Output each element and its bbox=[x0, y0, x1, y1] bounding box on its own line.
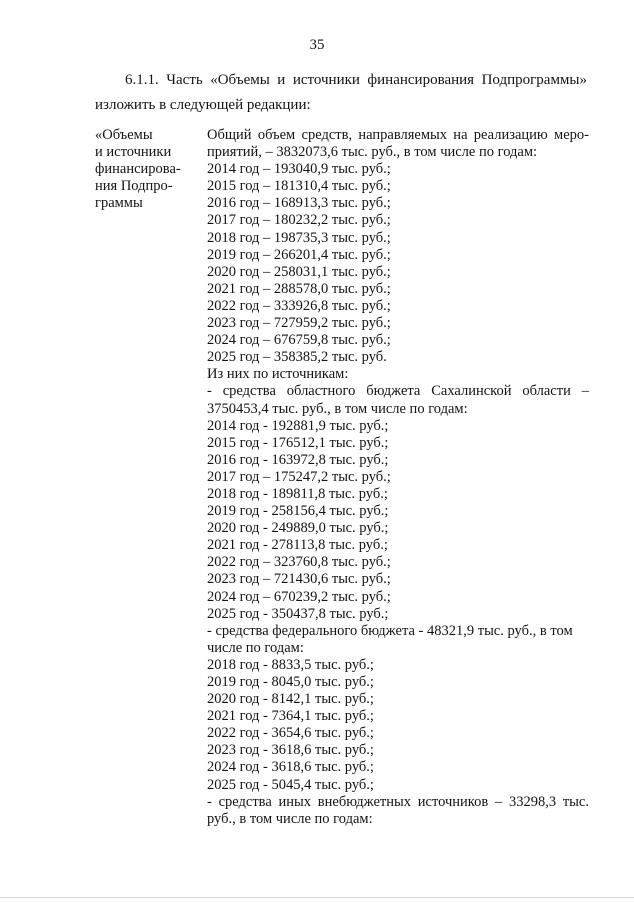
funding-label-column bbox=[95, 127, 200, 212]
federal-year-line: 2024 год - 3618,6 тыс. руб.; bbox=[207, 759, 374, 776]
regional-year-line: 2021 год - 278113,8 тыс. руб.; bbox=[207, 537, 388, 554]
regional-year-line: 2014 год - 192881,9 тыс. руб.; bbox=[207, 417, 389, 434]
federal-year-line: 2021 год - 7364,1 тыс. руб.; bbox=[207, 708, 374, 725]
year-total-line: 2022 год – 333926,8 тыс. руб.; bbox=[207, 297, 391, 314]
regional-year-line: 2022 год – 323760,8 тыс. руб.; bbox=[207, 554, 391, 571]
year-total-line: 2021 год – 288578,0 тыс. руб.; bbox=[207, 280, 391, 297]
regional-year-line: 2017 год – 175247,2 тыс. руб.; bbox=[207, 468, 391, 485]
year-total-line: 2023 год – 727959,2 тыс. руб.; bbox=[207, 315, 391, 332]
year-total-line: 2017 год – 180232,2 тыс. руб.; bbox=[207, 212, 391, 229]
funding-label-line: «Объемы bbox=[95, 127, 153, 143]
regional-year-line: 2019 год - 258156,4 тыс. руб.; bbox=[207, 503, 389, 520]
federal-year-line: 2023 год - 3618,6 тыс. руб.; bbox=[207, 742, 374, 759]
federal-budget-line: - средства федерального бюджета - 48321,9 тыс. руб., в том bbox=[207, 622, 573, 639]
federal-budget-line: числе по годам: bbox=[207, 639, 304, 656]
year-total-line: 2015 год – 181310,4 тыс. руб.; bbox=[207, 178, 391, 195]
funding-label-line: финансирова- bbox=[95, 161, 181, 178]
regional-year-line: 2023 год – 721430,6 тыс. руб.; bbox=[207, 571, 391, 588]
year-total-line: 2025 год – 358385,2 тыс. руб. bbox=[207, 349, 387, 366]
federal-year-line: 2019 год - 8045,0 тыс. руб.; bbox=[207, 674, 374, 690]
regional-year-line: 2020 год - 249889,0 тыс. руб.; bbox=[207, 520, 389, 537]
regional-year-line: 2025 год - 350437,8 тыс. руб.; bbox=[207, 605, 389, 622]
regional-year-line: 2018 год - 189811,8 тыс. руб.; bbox=[207, 485, 388, 502]
funding-details-column bbox=[207, 127, 589, 828]
federal-year-line: 2020 год - 8142,1 тыс. руб.; bbox=[207, 691, 374, 708]
year-total-line: 2014 год – 193040,9 тыс. руб.; bbox=[207, 161, 391, 178]
federal-year-line: 2018 год - 8833,5 тыс. руб.; bbox=[207, 656, 374, 673]
regional-budget-line: - средства областного бюджета Сахалинской области – bbox=[207, 383, 589, 400]
extrabudgetary-line: руб., в том числе по годам: bbox=[207, 810, 373, 827]
funding-label-line: и источники bbox=[95, 144, 172, 161]
federal-year-line: 2025 год - 5045,4 тыс. руб.; bbox=[207, 776, 374, 793]
regional-year-line: 2016 год - 163972,8 тыс. руб.; bbox=[207, 451, 389, 468]
year-total-line: 2016 год – 168913,3 тыс. руб.; bbox=[207, 195, 391, 212]
year-total-line: 2018 год – 198735,3 тыс. руб.; bbox=[207, 229, 391, 246]
total-funding-line: приятий, – 3832073,6 тыс. руб., в том числе по годам: bbox=[207, 144, 538, 161]
page-bottom-edge bbox=[0, 897, 634, 898]
year-total-line: 2019 год – 266201,4 тыс. руб.; bbox=[207, 246, 391, 263]
regional-year-line: 2015 год - 176512,1 тыс. руб.; bbox=[207, 434, 389, 451]
year-total-line: 2024 год – 676759,8 тыс. руб.; bbox=[207, 332, 391, 349]
funding-label-line: граммы bbox=[95, 195, 143, 212]
total-funding-line: Общий объем средств, направляемых на реализацию меро- bbox=[207, 127, 589, 143]
funding-label-line: ния Подпро- bbox=[95, 178, 173, 195]
sources-heading: Из них по источникам: bbox=[207, 366, 349, 383]
page-number: 35 bbox=[309, 37, 325, 53]
intro-paragraph-line-2: изложить в следующей редакции: bbox=[95, 97, 311, 113]
intro-paragraph-line-1: 6.1.1. Часть «Объемы и источники финансирования Подпрограммы» bbox=[125, 72, 587, 88]
extrabudgetary-line: - средства иных внебюджетных источников – 33298,3 тыс. bbox=[207, 793, 589, 810]
year-total-line: 2020 год – 258031,1 тыс. руб.; bbox=[207, 263, 391, 280]
federal-year-line: 2022 год - 3654,6 тыс. руб.; bbox=[207, 725, 374, 742]
regional-budget-line: 3750453,4 тыс. руб., в том числе по годам: bbox=[207, 400, 468, 417]
regional-year-line: 2024 год – 670239,2 тыс. руб.; bbox=[207, 588, 391, 605]
